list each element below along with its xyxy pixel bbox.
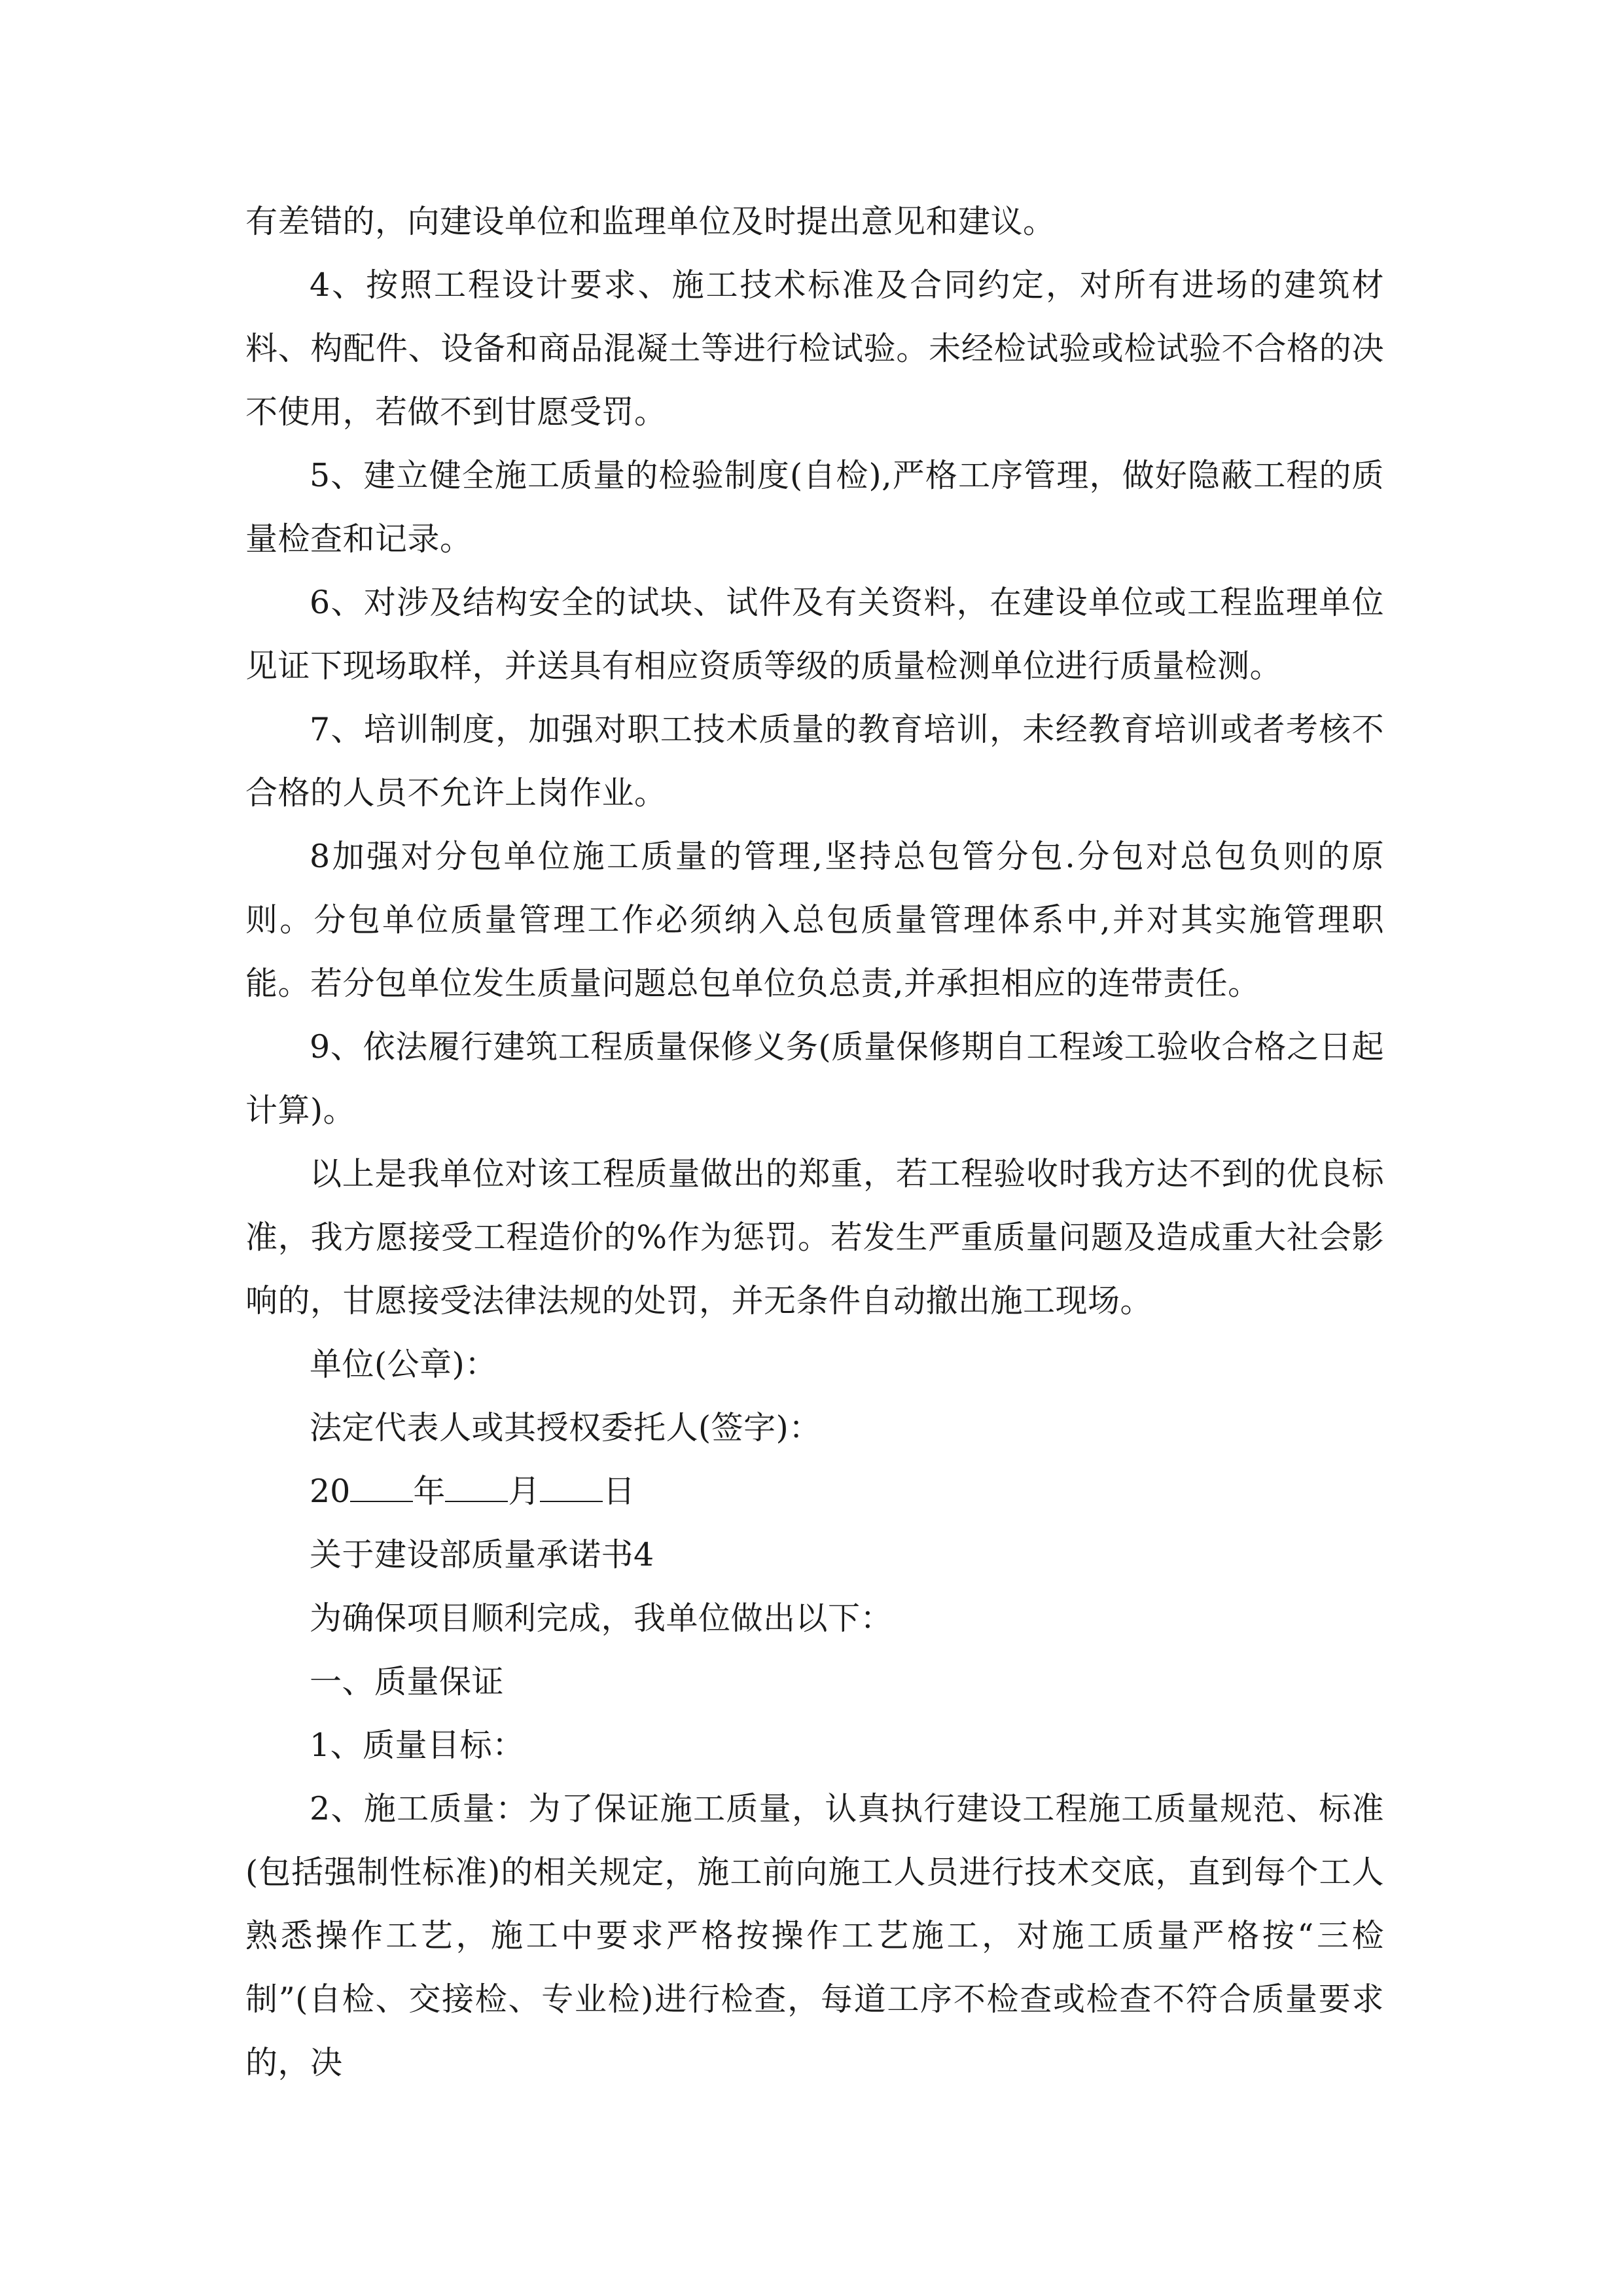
section-title: 关于建设部质量承诺书4	[310, 1536, 654, 1573]
seal-line: 单位(公章)：	[310, 1346, 497, 1383]
paragraph-continuation: 有差错的，向建设单位和监理单位及时提出意见和建议。	[245, 203, 1056, 240]
quality-target: 1、质量目标：	[310, 1727, 525, 1764]
year-blank	[350, 1475, 413, 1502]
intro-paragraph: 为确保项目顺利完成，我单位做出以下：	[310, 1600, 893, 1637]
paragraph-commitment-summary: 以上是我单位对该工程质量做出的郑重，若工程验收时我方达不到的优良标准，我方愿接受工程造价的%作为惩罚。若发生严重质量问题及造成重大社会影响的，甘愿接受法律法规的处罚，并无条件自动撤出施工现场。	[245, 1155, 1384, 1319]
paragraph-item-6: 6、对涉及结构安全的试块、试件及有关资料，在建设单位或工程监理单位见证下现场取样，并送具有相应资质等级的质量检测单位进行质量检测。	[245, 584, 1384, 685]
signature-line: 法定代表人或其授权委托人(签字)：	[310, 1409, 821, 1446]
construction-quality-paragraph: 2、施工质量：为了保证施工质量，认真执行建设工程施工质量规范、标准(包括强制性标准)的相关规定，施工前向施工人员进行技术交底，直到每个工人熟悉操作工艺，施工中要求严格按操作工艺施工，对施工质量严格按“三检制”(自检、交接检、专业检)进行检查，每道工序不检查或检查不符合质量要求的，决	[245, 1790, 1384, 2081]
date-month-label: 月	[508, 1473, 541, 1510]
date-year-label: 年	[413, 1473, 446, 1510]
paragraph-item-4: 4、按照工程设计要求、施工技术标准及合同约定，对所有进场的建筑材料、构配件、设备和商品混凝土等进行检试验。未经检试验或检试验不合格的决不使用，若做不到甘愿受罚。	[245, 266, 1384, 431]
day-blank	[540, 1475, 603, 1502]
date-prefix: 20	[310, 1473, 351, 1510]
month-blank	[445, 1475, 508, 1502]
paragraph-item-9: 9、依法履行建筑工程质量保修义务(质量保修期自工程竣工验收合格之日起计算)。	[245, 1028, 1384, 1129]
heading-quality-guarantee: 一、质量保证	[310, 1663, 505, 1700]
paragraph-item-5: 5、建立健全施工质量的检验制度(自检),严格工序管理，做好隐蔽工程的质量检查和记录。	[245, 457, 1384, 558]
paragraph-item-7: 7、培训制度，加强对职工技术质量的教育培训，未经教育培训或者考核不合格的人员不允许上岗作业。	[245, 711, 1384, 812]
date-day-label: 日	[603, 1473, 635, 1510]
document-body	[245, 190, 1384, 2094]
date-line	[245, 1460, 1384, 1523]
paragraph-item-8: 8加强对分包单位施工质量的管理,坚持总包管分包.分包对总包负则的原则。分包单位质量管理工作必须纳入总包质量管理体系中,并对其实施管理职能。若分包单位发生质量问题总包单位负总责,并承担相应的连带责任。	[245, 838, 1384, 1002]
